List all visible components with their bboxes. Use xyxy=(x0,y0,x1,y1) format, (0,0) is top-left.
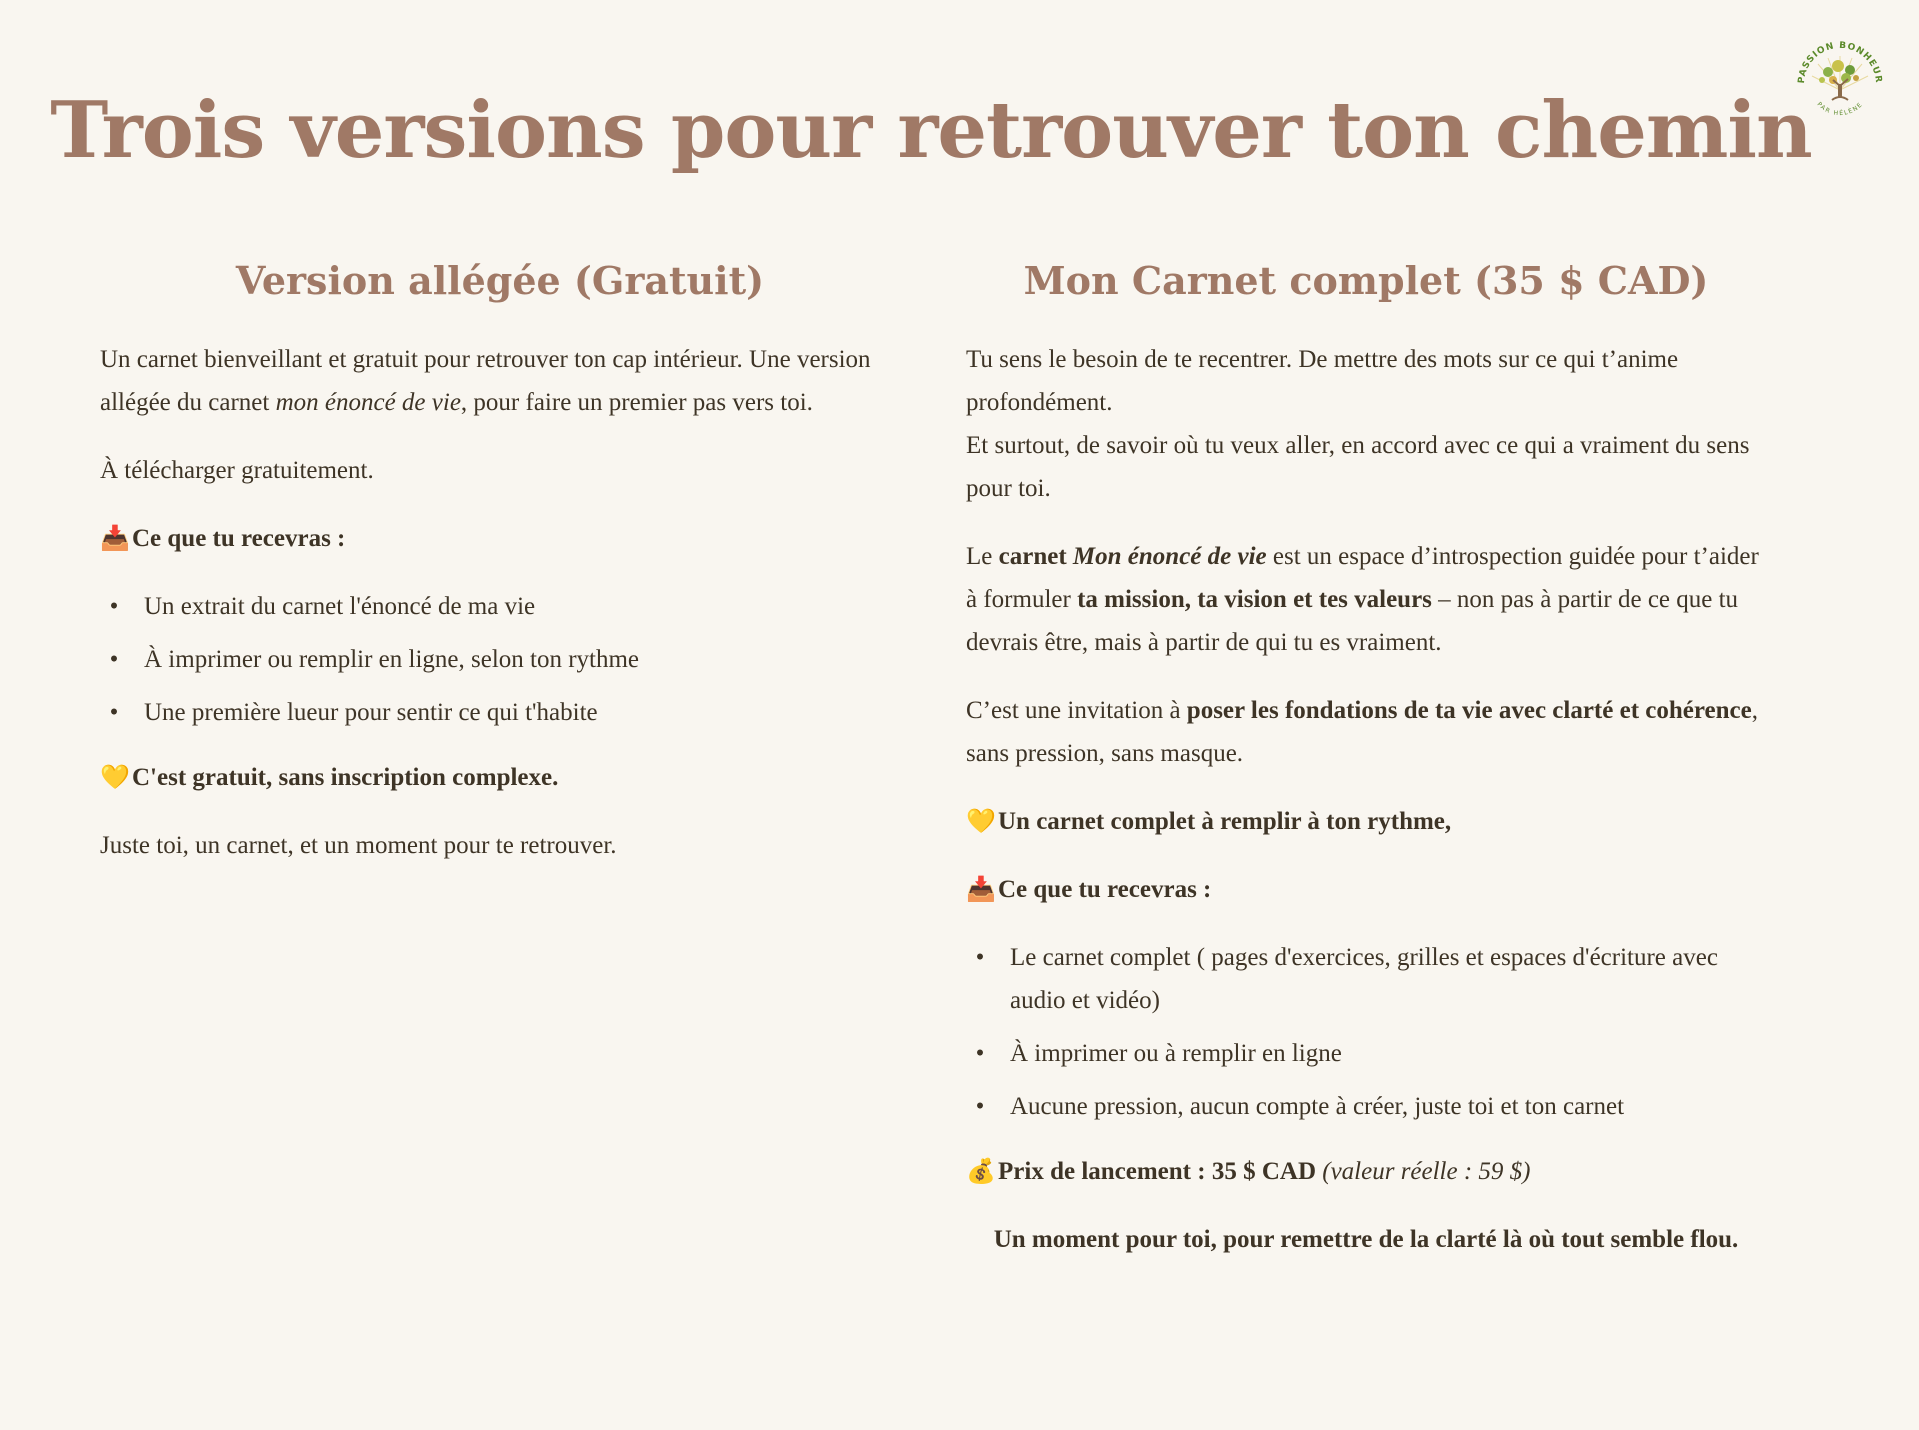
paid-price xyxy=(966,1150,1766,1193)
paid-desc-text: Le xyxy=(966,542,999,570)
free-download-note: À télécharger gratuitement. xyxy=(100,456,374,484)
list-item xyxy=(109,585,900,628)
list-item xyxy=(975,1085,1766,1128)
paid-desc-bold: carnet xyxy=(998,542,1073,570)
free-note xyxy=(100,756,900,799)
free-closing: Juste toi, un carnet, et un moment pour te retrouver. xyxy=(100,831,617,859)
bullet-icon: • xyxy=(109,645,119,673)
paid-desc-bold-italic: Mon énoncé de vie xyxy=(1072,542,1267,570)
paid-rhythm-text: Un carnet complet à remplir à ton rythme, xyxy=(998,807,1452,835)
list-item-text: À imprimer ou à remplir en ligne xyxy=(1010,1039,1342,1067)
free-note-text: C'est gratuit, sans inscription complexe. xyxy=(132,763,559,791)
logo-text-top: PASSION BONHEUR xyxy=(1796,40,1884,84)
bullet-icon: • xyxy=(975,1039,985,1067)
paid-price-label: Prix de lancement : 35 $ CAD xyxy=(998,1157,1316,1185)
money-bag-icon: 💰 xyxy=(966,1156,996,1185)
free-items-list xyxy=(100,585,900,734)
list-item-text: Une première lueur pour sentir ce qui t'habite xyxy=(144,698,598,726)
page-title: Trois versions pour retrouver ton chemin xyxy=(50,85,1812,176)
paid-desc-text-3: – non pas à partir de ce que tu devrais être, mais à partir de qui tu es vraiment. xyxy=(966,585,1739,656)
paid-price-value: (valeur réelle : 59 $) xyxy=(1322,1157,1531,1185)
inbox-tray-icon: 📥 xyxy=(966,874,996,903)
list-item xyxy=(975,1032,1766,1075)
paid-desc-text-2: est un espace d’introspection guidée pour t’aider à formuler xyxy=(966,542,1759,613)
bullet-icon: • xyxy=(109,698,119,726)
bullet-icon: • xyxy=(975,1092,985,1120)
paid-version-title: Mon Carnet complet (35 $ CAD) xyxy=(1023,258,1709,303)
logo-text-bottom: PAR HÉLÈNE xyxy=(1815,100,1865,118)
paid-receive-heading xyxy=(966,868,1766,911)
paid-description xyxy=(966,535,1766,664)
paid-receive-label: Ce que tu recevras : xyxy=(998,875,1212,903)
list-item-text: Un extrait du carnet l'énoncé de ma vie xyxy=(144,592,536,620)
bullet-icon: • xyxy=(975,943,985,971)
paid-version-section xyxy=(966,258,1766,1286)
free-intro-text-end: , pour faire un premier pas vers toi. xyxy=(460,388,813,416)
list-item-text: Aucune pression, aucun compte à créer, juste toi et ton carnet xyxy=(1010,1092,1625,1120)
inbox-tray-icon: 📥 xyxy=(100,523,130,552)
free-intro-italic: mon énoncé de vie xyxy=(275,388,461,416)
free-intro xyxy=(100,338,900,424)
list-item-text: À imprimer ou remplir en ligne, selon ton rythme xyxy=(144,645,640,673)
list-item xyxy=(975,936,1766,1022)
paid-closing-text: Un moment pour toi, pour remettre de la clarté là où tout semble flou. xyxy=(993,1225,1739,1253)
paid-intro xyxy=(966,338,1766,510)
paid-items-list xyxy=(966,936,1766,1128)
free-receive-heading xyxy=(100,517,900,560)
paid-invitation xyxy=(966,689,1766,775)
list-item xyxy=(109,638,900,681)
list-item-text: Le carnet complet ( pages d'exercices, grilles et espaces d'écriture avec audio et vidéo) xyxy=(1010,943,1718,1014)
paid-closing xyxy=(966,1218,1766,1261)
paid-desc-bold-2: ta mission, ta vision et tes valeurs xyxy=(1077,585,1432,613)
bullet-icon: • xyxy=(109,592,119,620)
paid-invite-text: C’est une invitation à xyxy=(966,696,1187,724)
paid-invite-bold: poser les fondations de ta vie avec clarté et cohérence xyxy=(1186,696,1752,724)
paid-invite-text-end: , sans pression, sans masque. xyxy=(966,696,1758,767)
yellow-heart-icon: 💛 xyxy=(966,806,996,835)
list-item xyxy=(109,691,900,734)
yellow-heart-icon: 💛 xyxy=(100,762,130,791)
free-intro-text: Un carnet bienveillant et gratuit pour retrouver ton cap intérieur. Une version allégée du carnet xyxy=(100,345,871,416)
free-receive-label: Ce que tu recevras : xyxy=(132,524,346,552)
free-version-section xyxy=(100,258,900,892)
free-version-title: Version allégée (Gratuit) xyxy=(235,258,765,303)
paid-intro-line-2: Et surtout, de savoir où tu veux aller, en accord avec ce qui a vraiment du sens pour toi. xyxy=(966,431,1750,502)
paid-intro-line-1: Tu sens le besoin de te recentrer. De mettre des mots sur ce qui t’anime profondément. xyxy=(966,345,1679,416)
paid-rhythm-note xyxy=(966,800,1766,843)
